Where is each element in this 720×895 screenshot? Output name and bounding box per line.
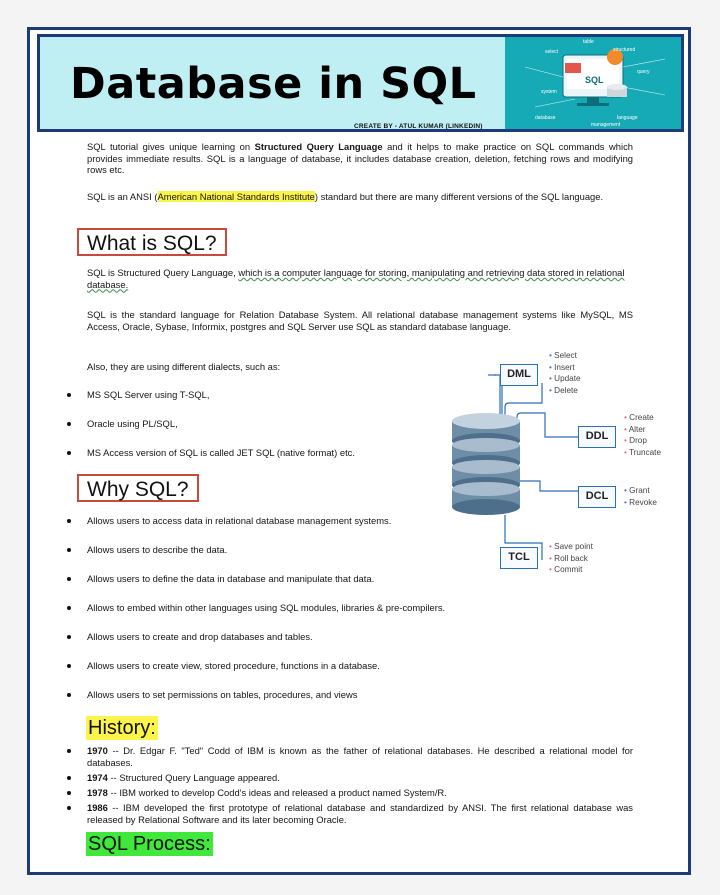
intro-paragraph-2 [87, 191, 633, 203]
why-sql-bullet: Allows users to set permissions on tables, procedures, and views [87, 689, 358, 700]
what-is-sql-paragraph-2: SQL is the standard language for Relation Database System. All relational database management systems like MySQL, MS Access, Oracle, Sybase, Informix, postgres and SQL Server use SQL as standard database language. [87, 309, 633, 332]
history-item [87, 787, 633, 799]
why-sql-heading: Why SQL? [77, 474, 199, 502]
history-text: -- Structured Query Language appeared. [107, 772, 280, 783]
dml-items [549, 350, 581, 396]
history-year: 1986 [87, 802, 108, 813]
dml-item: • Delete [549, 385, 581, 397]
dialect-bullet: MS SQL Server using T-SQL, [87, 389, 210, 400]
art-label: SQL [585, 75, 604, 85]
ddl-item: • Drop [624, 435, 661, 447]
history-text: -- IBM developed the first prototype of relational database and standardized by ANSI. The first relational database was released by Relational Software and its later becoming Oracle. [87, 802, 633, 825]
history-heading: History: [88, 717, 156, 739]
ddl-item: • Alter [624, 424, 661, 436]
dml-item: • Insert [549, 362, 581, 374]
art-label: database [535, 115, 556, 121]
intro-paragraph-1 [87, 141, 633, 176]
history-year: 1970 [87, 745, 108, 756]
page-title: Database in SQL [70, 59, 477, 109]
tcl-item: • Roll back [549, 553, 593, 565]
tcl-box: TCL [500, 547, 538, 569]
why-sql-bullet: Allows users to access data in relational database management systems. [87, 515, 392, 526]
dml-box: DML [500, 364, 538, 386]
title-banner [37, 34, 684, 132]
history-year: 1974 [87, 772, 108, 783]
history-item [87, 772, 633, 784]
why-sql-bullet: Allows users to create view, stored procedure, functions in a database. [87, 660, 380, 671]
ddl-items [624, 412, 661, 458]
what-is-sql-paragraph-3: Also, they are using different dialects, such as: [87, 361, 281, 372]
dml-item: • Update [549, 373, 581, 385]
art-label: table [583, 39, 594, 45]
why-sql-bullet: Allows users to define the data in database and manipulate that data. [87, 573, 375, 584]
why-sql-bullet: Allows to embed within other languages using SQL modules, libraries & pre-compilers. [87, 602, 446, 613]
text: and it helps to make practice on SQL commands which provides immediate results. SQL is a language of database, it includes database creation, deletion, fetching rows and modifying rows etc. [87, 141, 633, 175]
sql-illustration [505, 37, 681, 129]
art-label: management [591, 122, 621, 128]
author-credit: CREATE BY - ATUL KUMAR (LINKEDIN) [354, 123, 483, 130]
dialect-bullet: MS Access version of SQL is called JET SQL (native format) etc. [87, 447, 355, 458]
dcl-item: • Grant [624, 485, 657, 497]
art-label: structured [613, 47, 636, 53]
highlighted-term: American National Standards Institute [157, 191, 315, 202]
ddl-item: • Create [624, 412, 661, 424]
history-text: -- IBM worked to develop Codd's ideas and released a product named System/R. [107, 787, 447, 798]
ddl-box: DDL [578, 426, 616, 448]
dcl-items [624, 485, 657, 508]
art-label: language [617, 115, 638, 121]
what-is-sql-heading: What is SQL? [77, 228, 227, 256]
tcl-item: • Save point [549, 541, 593, 553]
text: SQL tutorial gives unique learning on [87, 141, 255, 152]
dcl-box: DCL [578, 486, 616, 508]
tcl-item: • Commit [549, 564, 593, 576]
art-label: system [541, 89, 557, 95]
sql-process-heading: SQL Process: [88, 833, 211, 855]
dcl-item: • Revoke [624, 497, 657, 509]
history-text: -- Dr. Edgar F. "Ted" Codd of IBM is known as the father of relational databases. He described a relational model for databases. [87, 745, 633, 768]
text: SQL is an ANSI ( [87, 191, 158, 202]
text: SQL is Structured Query Language, [87, 267, 239, 278]
why-sql-bullet: Allows users to create and drop databases and tables. [87, 631, 313, 642]
dialect-bullet: Oracle using PL/SQL, [87, 418, 178, 429]
art-label: select [545, 49, 559, 55]
bold-term: Structured Query Language [254, 141, 383, 152]
history-item [87, 802, 633, 825]
dml-item: • Select [549, 350, 581, 362]
ddl-item: • Truncate [624, 447, 661, 459]
underlined-text: which is a computer language for storing, manipulating and retrieving data stored in relational database. [87, 267, 625, 290]
history-item [87, 745, 633, 768]
what-is-sql-paragraph-1 [87, 267, 633, 290]
art-label: query [637, 69, 650, 75]
tcl-items [549, 541, 593, 576]
sql-commands-diagram [430, 345, 690, 585]
history-year: 1978 [87, 787, 108, 798]
database-icon [452, 413, 520, 515]
text: ) standard but there are many different versions of the SQL language. [314, 191, 604, 202]
why-sql-bullet: Allows users to describe the data. [87, 544, 228, 555]
